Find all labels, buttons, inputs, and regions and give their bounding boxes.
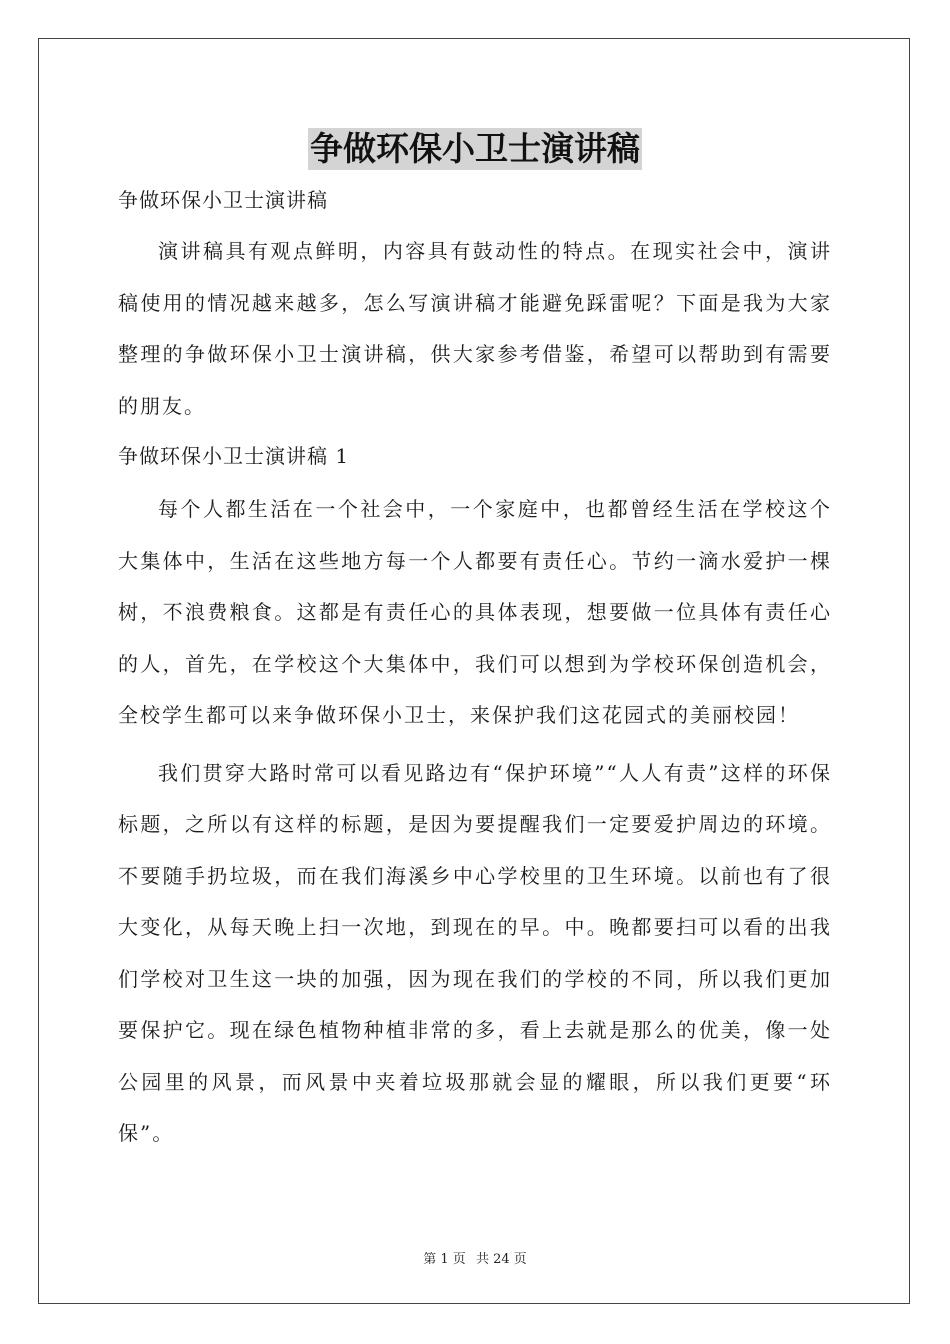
page-number: 第 1 页 xyxy=(423,1252,466,1267)
section-1-heading: 争做环保小卫士演讲稿 1 xyxy=(118,444,350,468)
document-subtitle: 争做环保小卫士演讲稿 xyxy=(118,188,328,212)
page-footer xyxy=(0,1248,950,1267)
page-total: 共 24 页 xyxy=(475,1252,527,1267)
section-1-paragraph-1: 每个人都生活在一个社会中，一个家庭中，也都曾经生活在学校这个大集体中，生活在这些地方每一个人都要有责任心。节约一滴水爱护一棵树，不浪费粮食。这都是有责任心的具体表现，想要做一位具体有责任心的人，首先，在学校这个大集体中，我们可以想到为学校环保创造机会，全校学生都可以来争做环保小卫士，来保护我们这花园式的美丽校园！ xyxy=(118,497,832,727)
section-1-paragraph-2: 我们贯穿大路时常可以看见路边有“保护环境”“人人有责”这样的环保标题，之所以有这样的标题，是因为要提醒我们一定要爱护周边的环境。不要随手扔垃圾，而在我们海溪乡中心学校里的卫生环境。以前也有了很大变化，从每天晚上扫一次地，到现在的早。中。晚都要扫可以看的出我们学校对卫生这一块的加强，因为现在我们的学校的不同，所以我们更加要保护它。现在绿色植物种植非常的多，看上去就是那么的优美，像一处公园里的风景，而风景中夹着垃圾那就会显的耀眼，所以我们更要“环保”。 xyxy=(118,760,832,1145)
intro-paragraph: 演讲稿具有观点鲜明，内容具有鼓动性的特点。在现实社会中，演讲稿使用的情况越来越多，怎么写演讲稿才能避免踩雷呢？下面是我为大家整理的争做环保小卫士演讲稿，供大家参考借鉴，希望可以帮助到有需要的朋友。 xyxy=(118,239,832,418)
document-body xyxy=(118,178,832,1162)
title-wrap xyxy=(0,128,950,170)
document-title: 争做环保小卫士演讲稿 xyxy=(310,129,640,168)
